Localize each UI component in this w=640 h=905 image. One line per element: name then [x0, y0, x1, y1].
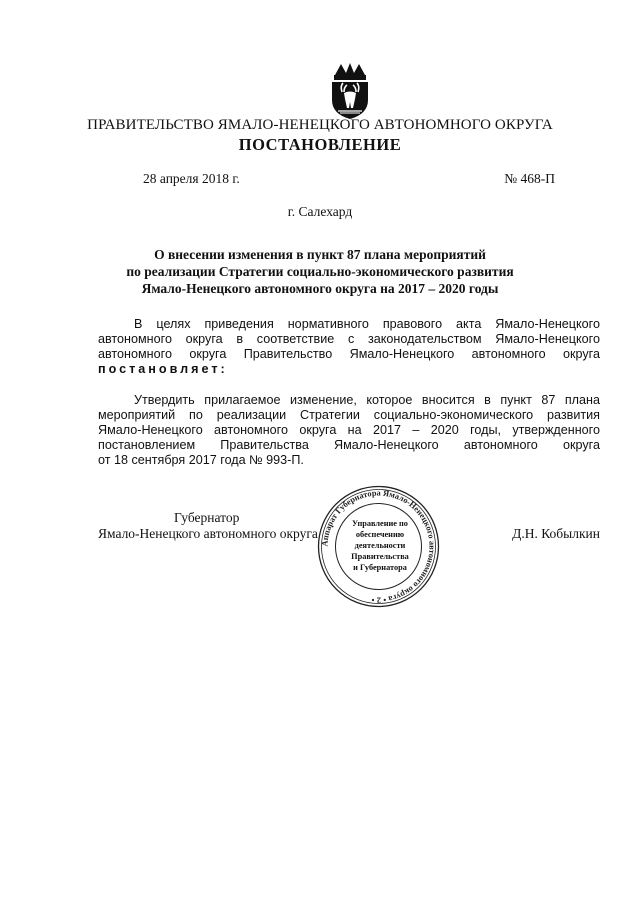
- document-date: 28 апреля 2018 г.: [143, 171, 240, 186]
- official-stamp: [316, 484, 441, 609]
- document-city: г. Салехард: [287, 204, 353, 219]
- signatory-name: Д.Н. Кобылкин: [512, 526, 600, 541]
- paragraph-line: автономного округа в соответствие с законодательством Ямало-Ненецкого: [98, 332, 600, 346]
- signatory-region: Ямало-Ненецкого автономного округа: [98, 526, 318, 541]
- stamp-text-line: деятельности: [354, 541, 406, 550]
- title-line: по реализации Стратегии социально-экономического развития: [126, 264, 514, 279]
- paragraph-line: постановлением Правительства Ямало-Ненецкого автономного округа: [98, 438, 600, 452]
- document-type: ПОСТАНОВЛЕНИЕ: [238, 135, 402, 154]
- operative-paragraph: [98, 393, 600, 468]
- title-line: Ямало-Ненецкого автономного округа на 2017 – 2020 годы: [141, 281, 499, 296]
- stamp-text-line: и Губернатора: [353, 563, 407, 572]
- paragraph-line: Утвердить прилагаемое изменение, которое вносится в пункт 87 плана: [134, 393, 600, 407]
- title-line: О внесении изменения в пункт 87 плана мероприятий: [154, 247, 486, 262]
- preamble-paragraph: [98, 317, 600, 377]
- paragraph-line: мероприятий по реализации Стратегии социально-экономического развития: [98, 408, 600, 422]
- signatory-title: Губернатор: [174, 510, 240, 525]
- paragraph-line: В целях приведения нормативного правового акта Ямало-Ненецкого: [134, 317, 600, 331]
- organization-name: ПРАВИТЕЛЬСТВО ЯМАЛО-НЕНЕЦКОГО АВТОНОМНОГО ОКРУГА: [87, 117, 553, 133]
- document-number: № 468-П: [504, 171, 555, 186]
- decree-keyword: постановляет:: [98, 362, 228, 376]
- stamp-text-line: Управление по: [352, 519, 408, 528]
- paragraph-line: Ямало-Ненецкого автономного округа на 2017 – 2020 годы, утвержденного: [98, 423, 600, 437]
- paragraph-line: от 18 сентября 2017 года № 993-П.: [98, 453, 304, 467]
- document-title: [100, 246, 540, 297]
- stamp-ring-text: Аппарат Губернатора Ямало-Ненецкого автономного округа • 2 •: [320, 488, 437, 605]
- stamp-text-line: обеспечению: [355, 530, 405, 539]
- stamp-text-line: Правительства: [351, 552, 409, 561]
- yamal-coat-of-arms-icon: [322, 62, 378, 120]
- paragraph-line: автономного округа Правительство Ямало-Ненецкого автономного округа: [98, 347, 600, 361]
